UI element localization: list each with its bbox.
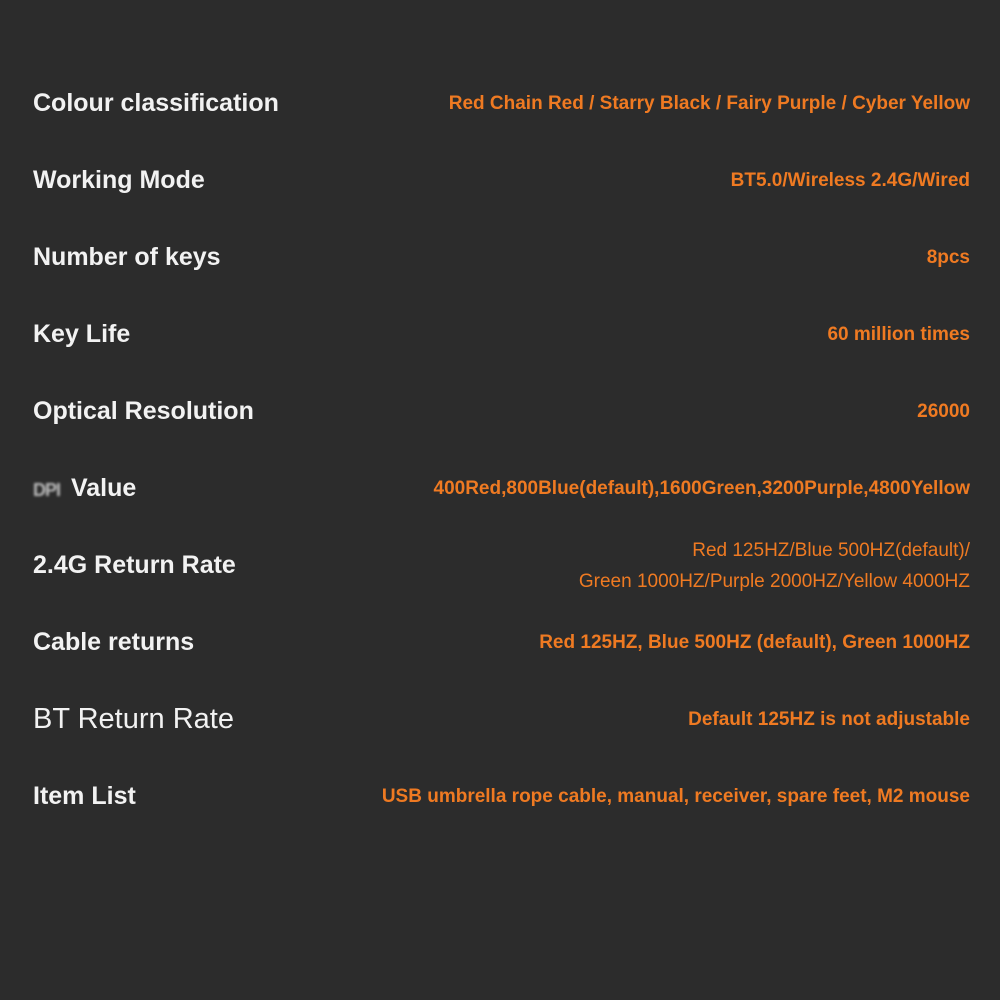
spec-label: Number of keys (33, 243, 221, 271)
blurred-dpi-text: DPI (33, 480, 61, 500)
spec-row-colour-classification (33, 65, 970, 142)
spec-label: Colour classification (33, 89, 279, 117)
spec-value: 26000 (917, 400, 970, 422)
spec-label: Item List (33, 782, 136, 810)
spec-label: Working Mode (33, 166, 205, 194)
spec-value: USB umbrella rope cable, manual, receiver, spare feet, M2 mouse (381, 785, 970, 807)
spec-label: BT Return Rate (33, 703, 234, 735)
spec-row-2-4g-return-rate (33, 527, 970, 604)
spec-row-cable-returns (33, 604, 970, 681)
spec-row-number-of-keys (33, 219, 970, 296)
spec-label: Cable returns (33, 628, 195, 656)
spec-value-line-1: Red 125HZ/Blue 500HZ(default)/ (692, 539, 970, 561)
spec-row-key-life (33, 296, 970, 373)
spec-row-item-list (33, 758, 970, 835)
spec-row-dpi-value (33, 450, 970, 527)
spec-label: Optical Resolution (33, 397, 254, 425)
spec-value: Default 125HZ is not adjustable (688, 708, 970, 730)
spec-value: BT5.0/Wireless 2.4G/Wired (730, 169, 970, 191)
spec-table (33, 65, 970, 835)
spec-row-working-mode (33, 142, 970, 219)
spec-label-text: Value (70, 474, 137, 502)
spec-label: 2.4G Return Rate (33, 551, 236, 579)
spec-value: 400Red,800Blue(default),1600Green,3200Purple,4800Yellow (433, 477, 970, 499)
spec-label: Key Life (33, 320, 131, 348)
spec-row-bt-return-rate (33, 681, 970, 758)
spec-value (579, 535, 970, 597)
spec-row-optical-resolution (33, 373, 970, 450)
spec-value: 8pcs (926, 246, 970, 268)
spec-value: Red Chain Red / Starry Black / Fairy Purple / Cyber Yellow (448, 92, 970, 114)
spec-label (33, 474, 136, 503)
spec-value: 60 million times (827, 323, 970, 345)
spec-value: Red 125HZ, Blue 500HZ (default), Green 1000HZ (539, 631, 970, 653)
spec-value-line-2: Green 1000HZ/Purple 2000HZ/Yellow 4000HZ (578, 570, 970, 592)
